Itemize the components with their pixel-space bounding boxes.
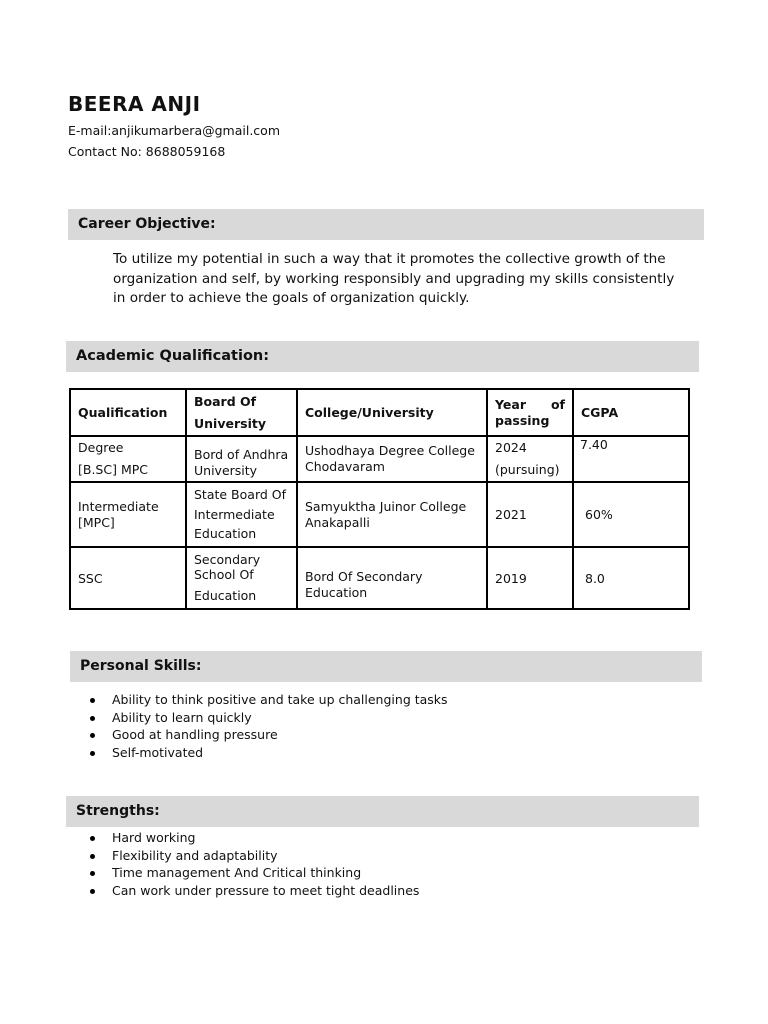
career-objective-heading: Career Objective: <box>68 209 704 240</box>
header-college: College/University <box>297 389 487 436</box>
board-line2: University <box>194 463 258 478</box>
cell-college <box>297 436 487 482</box>
cell-board <box>186 436 297 482</box>
list-item: Ability to learn quickly <box>88 709 448 727</box>
header-qualification: Qualification <box>70 389 186 436</box>
qualification-line2: [MPC] <box>78 514 115 530</box>
cell-board <box>186 547 297 609</box>
board-line1: Bord of Andhra <box>194 447 289 462</box>
cell-qualification: SSC <box>70 547 186 609</box>
college-line1: Ushodhaya Degree College <box>305 443 475 458</box>
college-line2: Chodavaram <box>305 459 385 474</box>
cell-qualification <box>70 482 186 547</box>
board-line3: Education <box>194 587 257 603</box>
email-line: E-mail:anjikumarbera@gmail.com <box>68 123 280 138</box>
table-row <box>70 482 689 547</box>
list-item: Flexibility and adaptability <box>88 847 419 865</box>
cell-board <box>186 482 297 547</box>
list-item: Hard working <box>88 829 419 847</box>
header-board <box>186 389 297 436</box>
list-item: Time management And Critical thinking <box>88 864 419 882</box>
list-item: Good at handling pressure <box>88 726 448 744</box>
college-line2: Anakapalli <box>305 514 370 530</box>
header-board-line2: University <box>194 415 266 431</box>
board-line1: State Board Of <box>194 486 287 502</box>
cell-qualification <box>70 436 186 482</box>
table-row <box>70 547 689 609</box>
college-line2: Education <box>305 585 368 600</box>
cell-year: 2019 <box>487 547 573 609</box>
college-line1: Samyuktha Juinor College <box>305 498 467 514</box>
qualification-line1: Degree <box>78 440 124 455</box>
header-board-line1: Board Of <box>194 393 257 409</box>
cell-college <box>297 482 487 547</box>
qualification-line1: Intermediate <box>78 498 159 514</box>
list-item: Ability to think positive and take up challenging tasks <box>88 691 448 709</box>
board-line3: Education <box>194 525 257 541</box>
academic-qualification-heading: Academic Qualification: <box>66 341 699 372</box>
career-objective-text: To utilize my potential in such a way that it promotes the collective growth of the organization and self, by working responsibly and upgrading my skills consistently in order to achieve the goals of organization quickly. <box>113 251 675 306</box>
personal-skills-list <box>88 691 448 761</box>
header-year <box>487 389 573 436</box>
qualification-line2: [B.SC] MPC <box>78 462 148 477</box>
board-line1: Secondary <box>194 551 261 567</box>
list-item: Can work under pressure to meet tight deadlines <box>88 882 419 900</box>
college-line1: Bord Of Secondary <box>305 569 423 584</box>
strengths-heading: Strengths: <box>66 796 699 827</box>
cell-year: 2021 <box>487 482 573 547</box>
header-year-of: of <box>550 396 565 412</box>
strengths-list <box>88 829 419 899</box>
cell-cgpa: 7.40 <box>573 436 689 482</box>
cell-college <box>297 547 487 609</box>
header-cgpa: CGPA <box>573 389 689 436</box>
table-row <box>70 436 689 482</box>
cell-year <box>487 436 573 482</box>
contact-line: Contact No: 8688059168 <box>68 144 226 159</box>
board-line2: Intermediate <box>194 507 275 523</box>
year-line1: 2024 <box>495 440 527 455</box>
table-header-row <box>70 389 689 436</box>
year-line2: (pursuing) <box>495 462 560 477</box>
personal-skills-heading: Personal Skills: <box>70 651 702 682</box>
list-item: Self-motivated <box>88 744 448 762</box>
board-line2: School Of <box>194 566 254 582</box>
cell-cgpa: 60% <box>573 482 689 547</box>
header-year-passing: passing <box>495 412 550 428</box>
candidate-name: BEERA ANJI <box>68 92 201 116</box>
header-year-word: Year <box>495 396 526 412</box>
cell-cgpa: 8.0 <box>573 547 689 609</box>
academic-table <box>69 388 690 610</box>
